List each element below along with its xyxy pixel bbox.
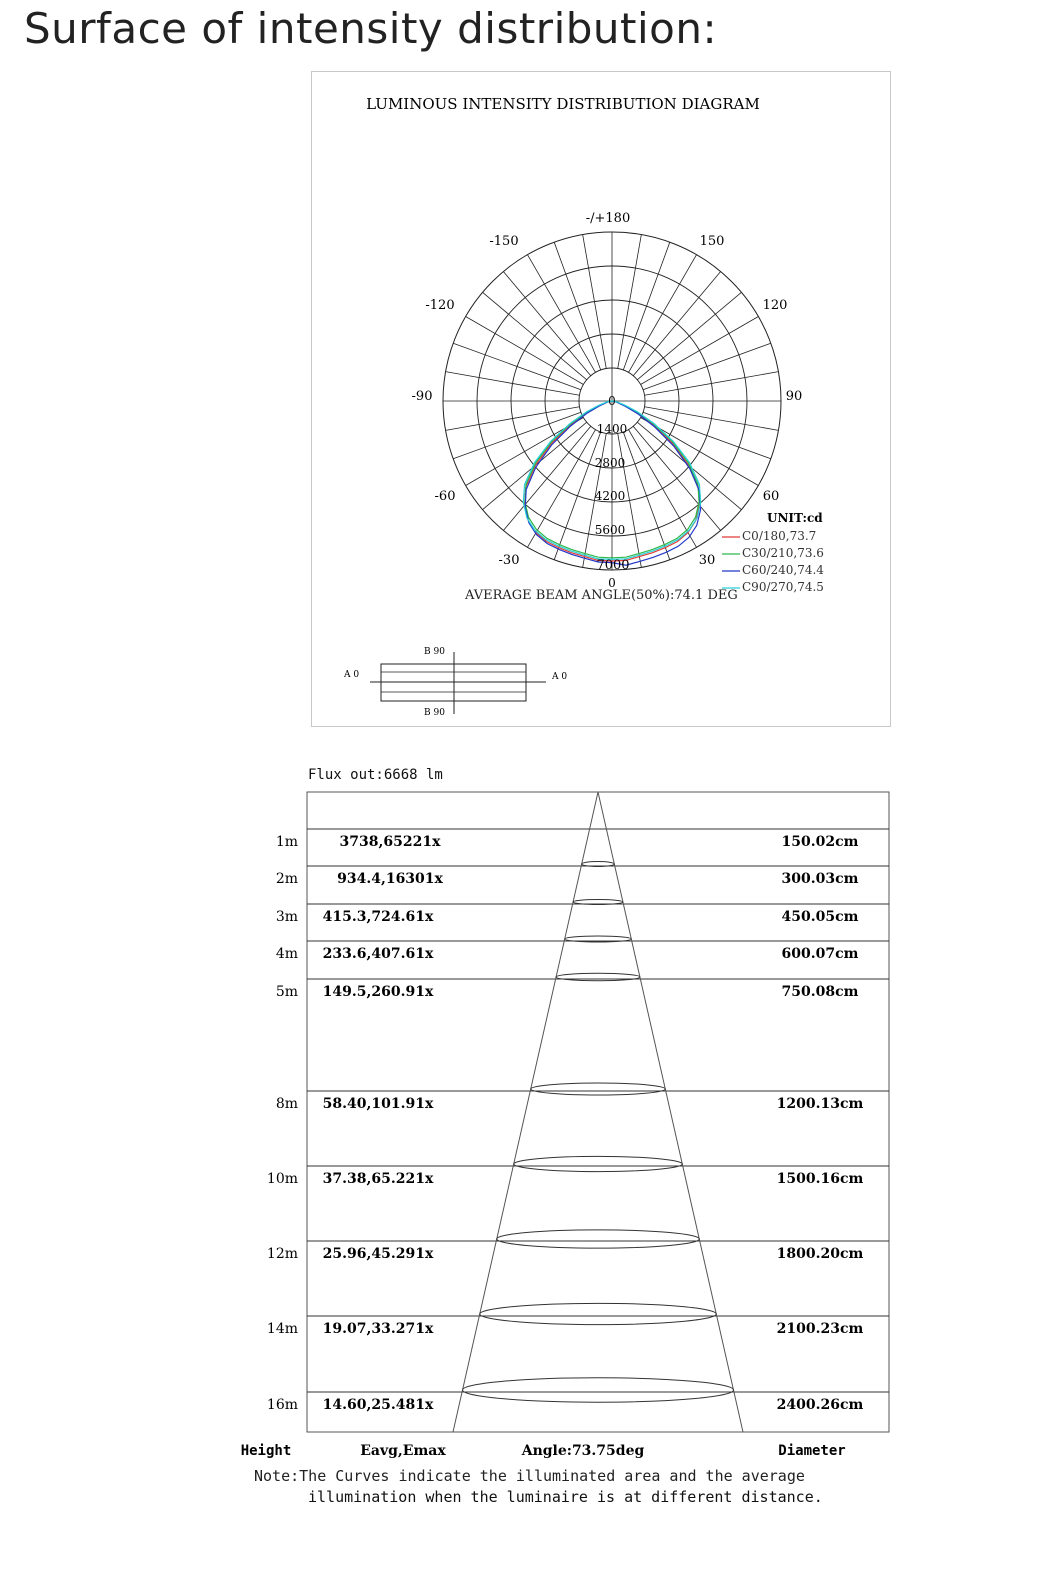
row-eavg-emax: 149.5,260.91x (322, 984, 434, 1000)
row-eavg-emax: 415.3,724.61x (322, 909, 434, 925)
angle-label-0: 0 (608, 576, 616, 590)
row-height-label: 4m (275, 946, 298, 962)
axis-label-b-top: B 90 (424, 647, 445, 657)
axis-label-a-left: A 0 (344, 670, 360, 680)
row-eavg-emax: 3738,65221x (339, 834, 441, 850)
row-eavg-emax: 25.96,45.291x (322, 1246, 434, 1262)
row-diameter: 1500.16cm (776, 1171, 864, 1187)
footer-diameter-label: Diameter (778, 1443, 846, 1459)
angle-label-30: 30 (698, 553, 716, 568)
illuminated-area-ellipse (556, 973, 640, 981)
row-diameter: 2400.26cm (776, 1397, 864, 1413)
row-height-label: 1m (275, 834, 298, 850)
unit-label: UNIT:cd (767, 511, 823, 525)
angle-label-150: 150 (699, 234, 725, 249)
row-height-label: 16m (266, 1397, 298, 1413)
page-title: Surface of intensity distribution: (24, 4, 718, 53)
illuminated-area-ellipse (514, 1156, 683, 1171)
angle-label-60: 60 (762, 489, 780, 504)
legend-label-c90: C90/270,74.5 (742, 580, 824, 594)
row-eavg-emax: 37.38,65.221x (322, 1171, 434, 1187)
illuminated-area-ellipse (463, 1378, 734, 1402)
axis-label-b-bottom: B 90 (424, 708, 445, 718)
row-height-label: 8m (275, 1096, 298, 1112)
axis-label-a-right: A 0 (552, 672, 568, 682)
angle-label-minus120: -120 (425, 298, 455, 313)
illuminated-area-ellipse (497, 1230, 700, 1248)
row-eavg-emax: 58.40,101.91x (322, 1096, 434, 1112)
note-line-2: illumination when the luminaire is at different distance. (308, 1488, 823, 1506)
row-eavg-emax: 19.07,33.271x (322, 1321, 434, 1337)
row-diameter: 450.05cm (781, 909, 859, 925)
angle-label-minus30: -30 (498, 553, 520, 568)
row-height-label: 14m (266, 1321, 298, 1337)
legend-label-c60: C60/240,74.4 (742, 563, 824, 577)
beam-angle-text: AVERAGE BEAM ANGLE(50%):74.1 DEG (465, 588, 738, 603)
footer-height-label: Height (240, 1443, 292, 1459)
ring-label-2800: 2800 (594, 456, 626, 470)
angle-label-minus60: -60 (434, 489, 456, 504)
ring-label-5600: 5600 (594, 523, 626, 537)
row-diameter: 750.08cm (781, 984, 859, 1000)
angle-label-minus90: -90 (411, 389, 433, 404)
note-line-1: Note:The Curves indicate the illuminated area and the average (254, 1467, 805, 1485)
footer-angle-label: Angle:73.75deg (521, 1443, 645, 1459)
row-eavg-emax: 934.4,16301x (337, 871, 443, 887)
ring-label-7000: 7000 (596, 558, 630, 573)
illuminated-area-ellipse (480, 1303, 717, 1324)
illuminance-rows (267, 834, 864, 1413)
row-diameter: 1200.13cm (776, 1096, 864, 1112)
legend-label-c0: C0/180,73.7 (742, 529, 817, 543)
polar-title: LUMINOUS INTENSITY DISTRIBUTION DIAGRAM (366, 95, 760, 113)
row-height-label: 3m (275, 909, 298, 925)
row-height-label: 5m (275, 984, 298, 1000)
legend-label-c30: C30/210,73.6 (742, 546, 824, 560)
angle-label-minus150: -150 (489, 234, 519, 249)
beam-cone (453, 792, 743, 1432)
footer-eavg-label: Eavg,Emax (360, 1443, 446, 1459)
flux-output-label: Flux out:6668 lm (308, 767, 443, 783)
illuminated-area-ellipse (531, 1083, 666, 1095)
angle-label-180: -/+180 (585, 211, 631, 226)
row-eavg-emax: 233.6,407.61x (322, 946, 434, 962)
row-diameter: 300.03cm (781, 871, 859, 887)
ring-label-0: 0 (608, 394, 616, 408)
ring-label-1400: 1400 (596, 422, 628, 436)
row-diameter: 2100.23cm (776, 1321, 864, 1337)
row-diameter: 150.02cm (781, 834, 859, 850)
row-height-label: 12m (266, 1246, 298, 1262)
cone-left-edge (453, 792, 598, 1432)
cone-right-edge (598, 792, 743, 1432)
ring-label-4200: 4200 (594, 489, 626, 503)
row-eavg-emax: 14.60,25.481x (322, 1397, 434, 1413)
angle-label-120: 120 (762, 298, 788, 313)
row-height-label: 2m (275, 871, 298, 887)
angle-label-90: 90 (785, 389, 803, 404)
row-diameter: 600.07cm (781, 946, 859, 962)
row-height-label: 10m (266, 1171, 298, 1187)
row-diameter: 1800.20cm (776, 1246, 864, 1262)
